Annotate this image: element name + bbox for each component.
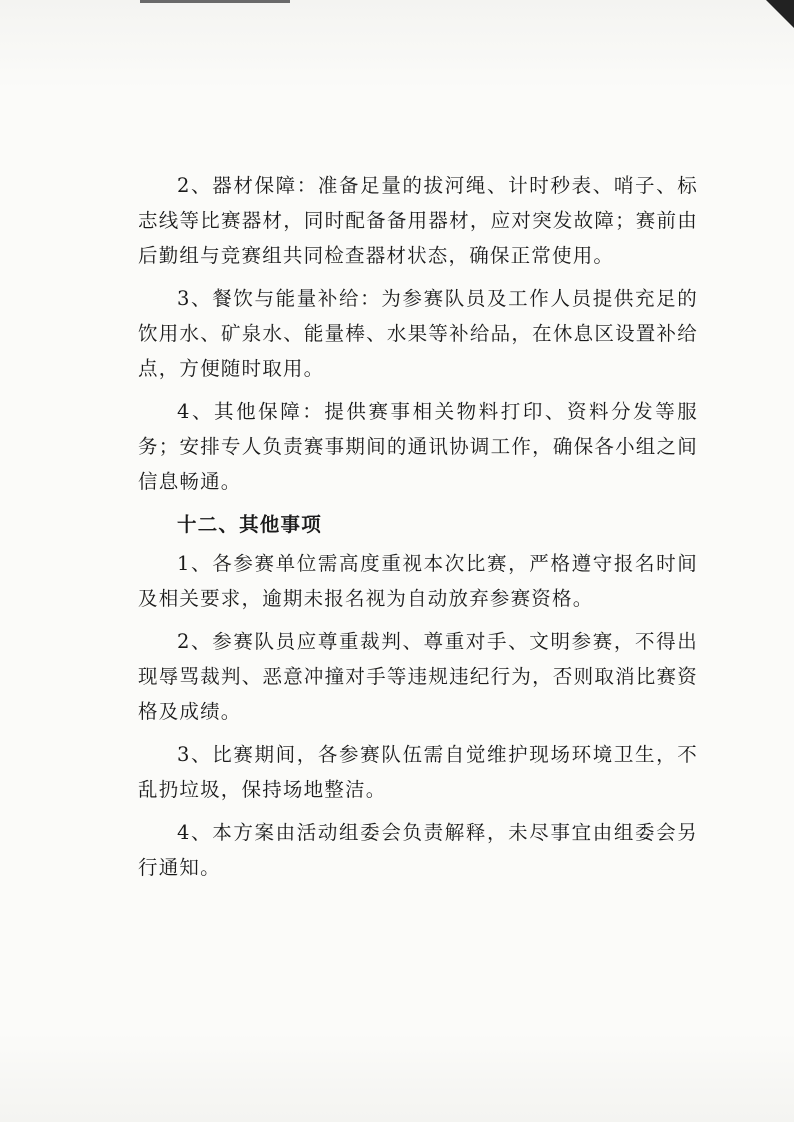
document-body — [138, 168, 698, 893]
section-heading: 十二、其他事项 — [177, 513, 322, 536]
scan-corner-mark — [766, 0, 794, 28]
paragraph-other-support: 4、其他保障：提供赛事相关物料打印、资料分发等服务；安排专人负责赛事期间的通讯协调工作，确保各小组之间信息畅通。 — [138, 400, 698, 493]
paragraph-equipment: 2、器材保障：准备足量的拔河绳、计时秒表、哨子、标志线等比赛器材，同时配备备用器材，应对突发故障；赛前由后勤组与竞赛组共同检查器材状态，确保正常使用。 — [138, 174, 698, 267]
scan-edge-mark — [140, 0, 290, 3]
paragraph-item-3: 3、比赛期间，各参赛队伍需自觉维护现场环境卫生，不乱扔垃圾，保持场地整洁。 — [138, 743, 698, 801]
paragraph-item-4: 4、本方案由活动组委会负责解释，未尽事宜由组委会另行通知。 — [138, 821, 698, 879]
paragraph-catering: 3、餐饮与能量补给：为参赛队员及工作人员提供充足的饮用水、矿泉水、能量棒、水果等补给品，在休息区设置补给点，方便随时取用。 — [138, 287, 698, 380]
paragraph-item-2: 2、参赛队员应尊重裁判、尊重对手、文明参赛，不得出现辱骂裁判、恶意冲撞对手等违规违纪行为，否则取消比赛资格及成绩。 — [138, 630, 698, 723]
paragraph-item-1: 1、各参赛单位需高度重视本次比赛，严格遵守报名时间及相关要求，逾期未报名视为自动放弃参赛资格。 — [138, 552, 698, 610]
